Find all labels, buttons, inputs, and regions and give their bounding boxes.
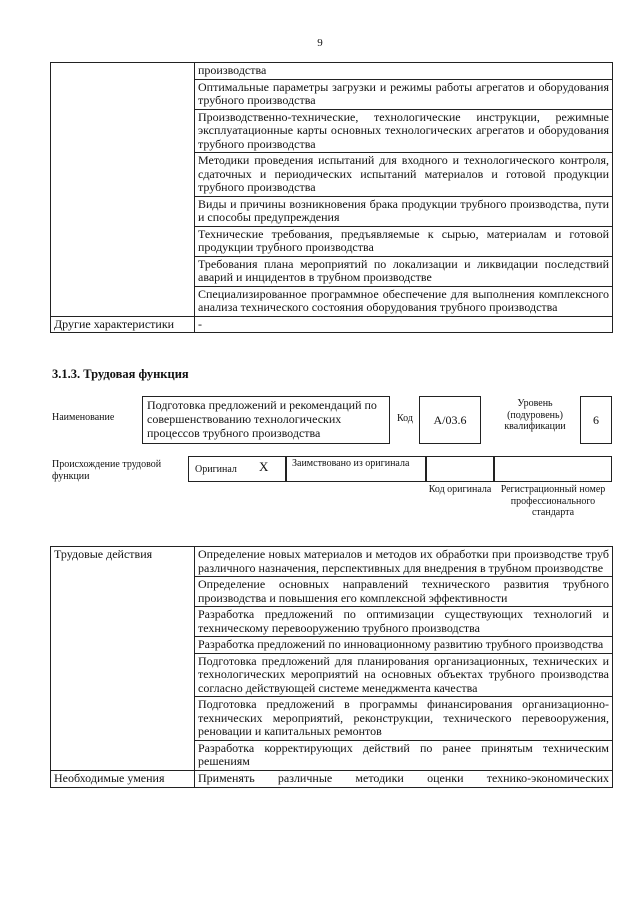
code-value: А/03.6 (419, 396, 481, 444)
labor-actions-label: Трудовые действия (51, 547, 195, 771)
function-name: Подготовка предложений и рекомендаций по совершенствованию технологических процессов трубного производства (142, 396, 390, 444)
borrowed-label: Заимствовано из оригинала (292, 458, 410, 469)
other-characteristics-label: Другие характеристики (51, 316, 195, 333)
code-label: Код (397, 413, 413, 424)
original-mark: X (259, 459, 269, 474)
labor-actions-table (50, 546, 613, 788)
labor-action: Определение основных направлений технического развития трубного производства и повышения его комплексной эффективности (195, 577, 613, 607)
page-number: 9 (317, 37, 323, 49)
level-value: 6 (580, 396, 612, 444)
labor-action: Разработка предложений по оптимизации существующих технологий и техническому перевооружению трубного производства (195, 607, 613, 637)
knowledge-row: Методики проведения испытаний для входного и технологического контроля, сдаточных и периодических испытаний материалов и готовой продукции трубного производства (195, 153, 613, 197)
original-label: Оригинал (195, 464, 237, 475)
labor-action: Подготовка предложений для планирования организационных, технических и технологических мероприятий на основных объектах трубного производства согласно действующей системе менеджмента качества (195, 653, 613, 697)
code-original-box (426, 456, 494, 482)
section-title: 3.1.3. Трудовая функция (52, 367, 189, 381)
knowledge-row: Оптимальные параметры загрузки и режимы работы агрегатов и оборудования трубного производства (195, 79, 613, 109)
labor-action: Разработка предложений по инновационному развитию трубного производства (195, 637, 613, 654)
reg-number-box (494, 456, 612, 482)
knowledge-row: производства (195, 63, 613, 80)
knowledge-row: Производственно-технические, технологические инструкции, режимные эксплуатационные карты основных технологических агрегатов и оборудования трубного производства (195, 109, 613, 153)
labor-action: Разработка корректирующих действий по ранее принятым техническим решениям (195, 740, 613, 770)
skills-label: Необходимые умения (51, 770, 195, 787)
code-original-caption: Код оригинала (428, 484, 492, 495)
labor-action: Подготовка предложений в программы финансирования организационно-технических мероприятий, реконструкции, технического перевооружения, реновации и капитальных ремонтов (195, 697, 613, 741)
other-characteristics-value: - (195, 316, 613, 333)
labor-action: Определение новых материалов и методов их обработки при производстве труб различного назначения, перспективных для внедрения в трубном производстве (195, 547, 613, 577)
knowledge-row: Специализированное программное обеспечение для выполнения комплексного анализа технического состояния оборудования трубного производства (195, 286, 613, 316)
knowledge-table (50, 62, 613, 333)
original-cell (188, 456, 286, 482)
knowledge-label-cell (51, 63, 195, 317)
level-label: Уровень (подуровень) квалификации (504, 398, 566, 432)
name-label: Наименование (52, 412, 115, 423)
knowledge-row: Виды и причины возникновения брака продукции трубного производства, пути и способы предупреждения (195, 196, 613, 226)
borrowed-cell (286, 456, 426, 482)
knowledge-row: Технические требования, предъявляемые к сырью, материалам и готовой продукции трубного производства (195, 226, 613, 256)
skill-item: Применять различные методики оценки технико-экономических (195, 770, 613, 787)
origin-label: Происхождение трудовой функции (52, 459, 162, 482)
knowledge-row: Требования плана мероприятий по локализации и ликвидации последствий аварий и инцидентов в трубном производстве (195, 256, 613, 286)
reg-number-caption: Регистрационный номер профессионального стандарта (500, 484, 606, 518)
